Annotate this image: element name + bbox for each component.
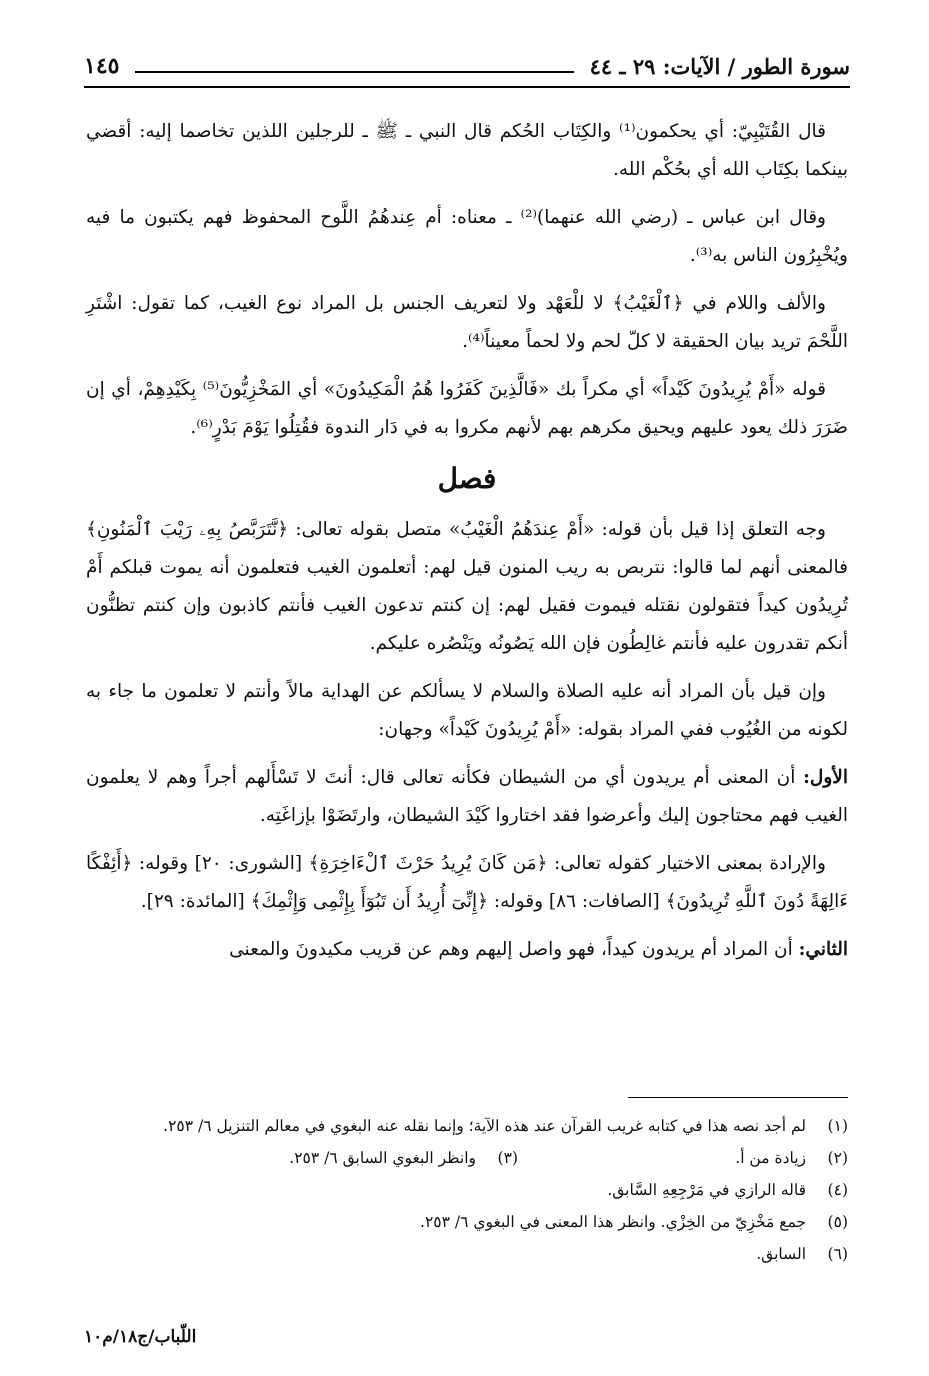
running-header (84, 46, 850, 88)
footnote-text: قاله الرازي في مَرْجِعِهِ السَّابق. (607, 1181, 806, 1199)
footnote-6 (756, 1238, 848, 1270)
footnote-number: (٤) (827, 1181, 848, 1199)
paragraph-guidance: وإن قيل بأن المراد أنه عليه الصلاة والسلام لا يسألكم عن الهداية مالاً وأنتم لا تعلمون ما جاء به لكونه من الغُيُوب ففي المراد بقوله: «أَمْ يُرِيدُونَ كَيْداً» وجهان: (86, 681, 848, 740)
paragraph-ibn-abbas: وقال ابن عباس ـ (رضي الله عنهما)⁽²⁾ ـ معناه: أم عِندهُمُ اللَّوح المحفوظ فهم يكتبون ما فيه ويُخْبِرُون الناس به⁽³⁾. (86, 207, 848, 266)
paragraph-qutaybi: قال القُتَيْبِيّ: أي يحكمون⁽¹⁾ والكِتَاب الحُكم قال النبي ـ ﷺ ـ للرجلين اللذين تخاصما إليه: أقضي بينكما بكِتَاب الله أي بحُكْم الله. (86, 121, 848, 180)
footnote-text: لم أجد نصه هذا في كتابه غريب القرآن عند هذه الآية؛ وإنما نقله عنه البغوي في معالم التنزيل ٦/ ٢٥٣. (163, 1117, 806, 1135)
footnote-row (86, 1174, 848, 1206)
point-two (86, 931, 848, 969)
footnote-number: (٦) (827, 1245, 848, 1263)
paragraph-connection: وجه التعلق إذا قيل بأن قوله: «أَمْ عِندَهُمُ الْغَيْبُ» متصل بقوله تعالى: ﴿نَّتَرَبَّصُ بِهِۦ رَيْبَ ٱلْمَنُونِ﴾ فالمعنى أنهم لما قالوا: نتربص به ريب المنون قيل لهم: أتعلمون الغيب فتعلمون أنه يموت قبلكم أَمْ تُرِيدُون كيداً فتقولون نقتله فيموت فقيل لهم: إن كنتم تدعون الغيب فأنتم كاذبون وإن كنتم تظنُّون أنكم تقدرون عليه فأنتم غالِطُون فإن الله يَصُونُه ويَنْصُره عليكم. (86, 519, 848, 654)
footnote-number: (١) (827, 1117, 848, 1135)
point-one-text: أن المعنى أم يريدون أي من الشيطان فكأنه تعالى قال: أنتَ لا تَسْأَلهم أجراً وهم لا يعلمون الغيب فهم محتاجون إليك وأعرضوا فقد اختاروا كَيْدَ الشيطان، وارتَضَوْا بإزاغَتِه. (86, 767, 848, 826)
paragraph-alif-lam: والألف واللام في ﴿ٱلْغَيْبُ﴾ لا للْعَهْد ولا لتعريف الجنس بل المراد نوع الغيب، كما تقول: اشْتَرِ اللَّحْمَ تريد بيان الحقيقة لا كلّ لحم ولا لحماً معيناً⁽⁴⁾. (86, 293, 848, 352)
section-title: فصل (437, 462, 497, 495)
point-two-label: الثاني: (798, 939, 848, 960)
footnote-row (86, 1110, 848, 1142)
footnote-1 (163, 1110, 848, 1142)
main-text (86, 113, 848, 979)
point-one-label: الأول: (803, 767, 848, 788)
footnote-4 (607, 1174, 848, 1206)
footnote-2 (518, 1142, 848, 1174)
footnote-number: (٣) (497, 1149, 518, 1167)
paragraph-will: والإرادة بمعنى الاختيار كقوله تعالى: ﴿مَن كَانَ يُرِيدُ حَرْثَ ٱلْءَاخِرَةِ﴾ [الشورى: ٢٠] وقوله: ﴿أَئِفْكًا ءَالِهَةً دُونَ ٱللَّهِ تُرِيدُونَ﴾ [الصافات: ٨٦] وقوله: ﴿إِنِّىٓ أُرِيدُ أَن تَبُوٓأَ بِإِثْمِى وَإِثْمِكَ﴾ [المائدة: ٢٩]. (86, 853, 848, 912)
footnote-text: جمع مَخْزِيّ من الخِزْي. وانظر هذا المعنى في البغوي ٦/ ٢٥٣. (420, 1213, 806, 1231)
footnote-divider (628, 1097, 848, 1098)
footnotes (86, 1110, 848, 1270)
footnote-row (86, 1206, 848, 1238)
chapter-title: سورة الطور / الآيات: ٢٩ ـ ٤٤ (589, 53, 850, 79)
paragraph-kayd: قوله «أَمْ يُرِيدُونَ كَيْداً» أي مكراً بك «فَالَّذِينَ كَفَرُوا هُمُ الْمَكِيدُونَ» أي المَخْزِيُّونَ⁽⁵⁾ بِكَيْدِهِمْ، أي إن ضَرَرَ ذلك يعود عليهم ويحيق مكرهم بهم لأنهم مكروا به في دَار الندوة فقُتِلُوا يَوْمَ بَدْرٍ⁽⁶⁾. (86, 379, 848, 438)
footnote-row (86, 1238, 848, 1270)
footnote-3 (289, 1142, 518, 1174)
footnote-number: (٥) (827, 1213, 848, 1231)
page-number: ١٤٥ (84, 53, 120, 79)
point-two-text: أن المراد أم يريدون كيداً، فهو واصل إليهم وهم عن قريب مكيدونَ والمعنى (229, 939, 799, 960)
footnote-text: وانظر البغوي السابق ٦/ ٢٥٣. (289, 1149, 476, 1167)
printer-signature: اللّباب/ج١٨/م١٠ (84, 1327, 197, 1347)
point-one (86, 759, 848, 835)
header-rule (135, 71, 573, 73)
footnote-row (86, 1142, 848, 1174)
footnote-number: (٢) (827, 1149, 848, 1167)
footnote-text: السابق. (756, 1245, 806, 1263)
footnote-text: زيادة من أ. (735, 1149, 806, 1167)
footnote-5 (420, 1206, 848, 1238)
